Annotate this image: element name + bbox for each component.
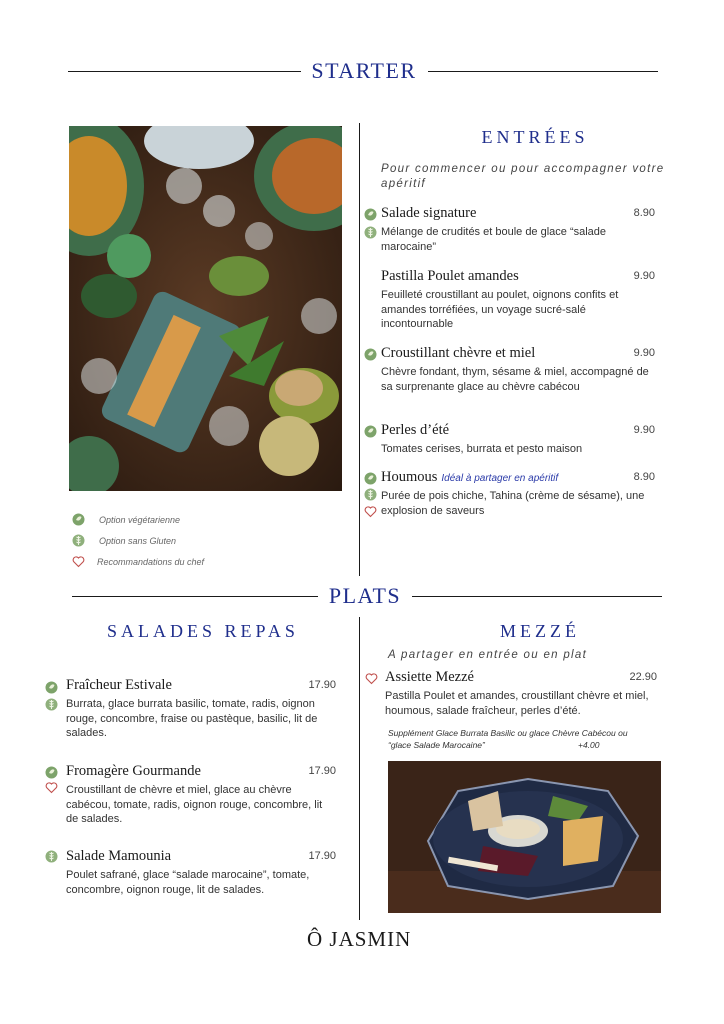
item-desc: Burrata, glace burrata basilic, tomate, radis, oignon rouge, concombre, fraise ou pastèque, basilic, lit de salades. [66,698,318,739]
legend-gluten-free: Option sans Gluten [99,536,177,546]
plats-heading: PLATS [328,583,402,608]
plats-rule-right [412,596,662,597]
gluten-free-icon [364,488,377,501]
chef-heart-icon [364,505,377,518]
footer-brand: Ô JASMIN [307,927,412,951]
item-price: 22.90 [629,671,657,683]
vegetarian-icon [72,513,85,526]
item-price: 17.90 [308,679,336,691]
item-desc: Chèvre fondant, thym, sésame & miel, accompagné de sa surprenante glace au chèvre cabécou [381,366,649,393]
chef-heart-icon [72,555,85,568]
gluten-free-icon [72,534,85,547]
legend-vegetarian: Option végétarienne [99,515,181,525]
gluten-free-icon [45,850,58,863]
entree-item [381,422,655,457]
starter-heading: STARTER [311,58,417,83]
gluten-free-icon [45,698,58,711]
item-desc: Feuilleté croustillant au poulet, oignons confits et amandes torréfiées, un voyage sucré-salé incontournable [381,289,619,330]
vegetarian-icon [364,348,377,361]
item-name: Salade Mamounia [66,848,172,864]
item-name: Assiette Mezzé [385,669,474,685]
item-desc: Poulet safrané, glace “salade marocaine”, tomate, concombre, oignon rouge, lit de salades. [66,869,310,896]
item-price: 8.90 [633,207,655,219]
item-price: 9.90 [633,424,655,436]
starter-divider [359,123,360,576]
entree-item [381,345,655,394]
item-desc: Croustillant de chèvre et miel, glace au chèvre cabécou, tomate, radis, oignon rouge, concombre, lit de salades. [66,784,323,825]
item-name: Fromagère Gourmande [66,763,201,779]
salades-title: SALADES REPAS [107,621,299,641]
item-name: Croustillant chèvre et miel [381,345,536,361]
item-price: 9.90 [633,270,655,282]
item-note: Idéal à partager en apéritif [441,473,559,484]
starter-rule-right [428,71,658,72]
entree-item [381,268,655,332]
salade-item [66,848,336,897]
item-desc: Mélange de crudités et boule de glace “salade marocaine” [381,226,607,253]
entree-item [381,469,655,518]
vegetarian-icon [364,208,377,221]
entrees-tagline: Pour commencer ou pour accompagner votre apéritif [381,163,665,190]
mezze-item [385,669,657,718]
vegetarian-icon [364,472,377,485]
mezze-supplement: Supplément Glace Burrata Basilic ou glace Chèvre Cabécou ou “glace Salade Marocaine” [388,728,628,750]
plats-rule-left [72,596,318,597]
item-desc: Pastilla Poulet et amandes, croustillant chèvre et miel, houmous, salade fraîcheur, perles d’été. [385,690,649,717]
item-name [381,469,655,486]
salade-item [66,763,336,827]
vegetarian-icon [45,766,58,779]
mezze-title: MEZZÉ [500,621,580,641]
item-desc: Tomates cerises, burrata et pesto maison [381,443,583,455]
item-name: Pastilla Poulet amandes [381,268,519,284]
gluten-free-icon [364,226,377,239]
vegetarian-icon [45,681,58,694]
item-price: 17.90 [308,850,336,862]
salade-item [66,677,336,741]
item-price: 17.90 [308,765,336,777]
starter-food-photo [69,126,342,491]
item-name-text: Houmous [381,469,438,485]
chef-heart-icon [45,781,58,794]
item-name: Fraîcheur Estivale [66,677,172,693]
vegetarian-icon [364,425,377,438]
mezze-tagline: A partager en entrée ou en plat [388,649,588,661]
entrees-title: ENTRÉES [481,127,589,147]
item-name: Perles d’été [381,422,450,438]
starter-rule-left [68,71,301,72]
chef-heart-icon [365,672,378,685]
item-desc: Purée de pois chiche, Tahina (crème de sésame), une explosion de saveurs [381,490,645,517]
mezze-food-photo [388,761,661,913]
mezze-supplement-price: +4.00 [578,740,600,750]
item-price: 8.90 [633,471,655,483]
entree-item [381,205,655,254]
item-name: Salade signature [381,205,477,221]
item-price: 9.90 [633,347,655,359]
plats-divider [359,617,360,920]
legend-chef: Recommandations du chef [97,557,205,567]
